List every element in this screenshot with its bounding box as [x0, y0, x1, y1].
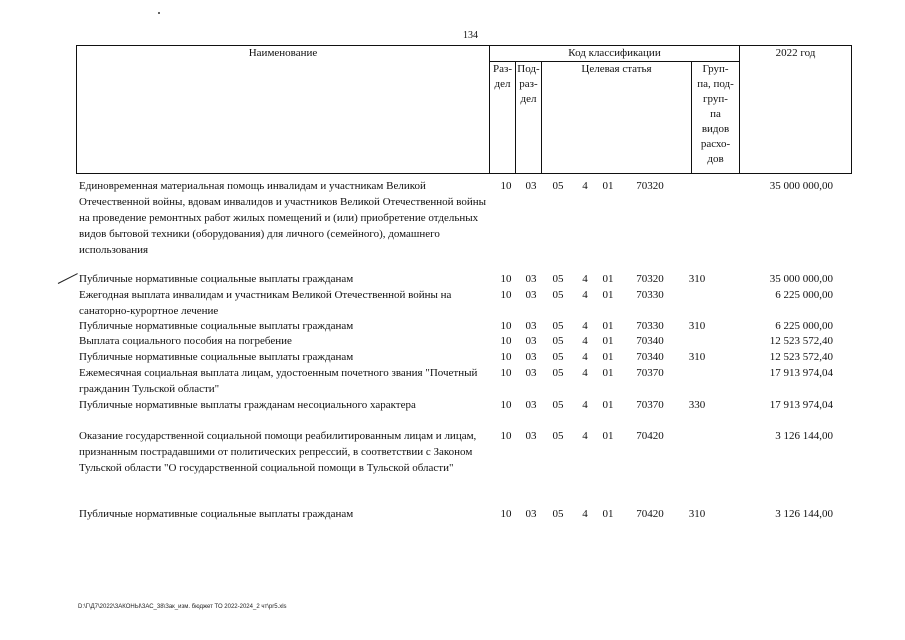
header-code: Код классификации [490, 46, 740, 62]
header-group: Груп- па, под- груп- па видов расхо- дов [692, 62, 740, 174]
header-year: 2022 год [740, 46, 852, 174]
table-header [76, 45, 852, 174]
file-path-footer: D:\Г\Д7\2022\ЗАКОНЫ\ЗАС_38\Зак_изм. бюджет ТО 2022-2024_2 чт\pr5.xls [78, 604, 287, 610]
header-razdel: Раз- дел [490, 62, 516, 174]
header-target: Целевая статья [542, 62, 692, 174]
page-number: 134 [463, 30, 478, 41]
header-name: Наименование [77, 46, 490, 174]
scan-dot [158, 12, 160, 14]
header-podrazdel: Под- раз- дел [516, 62, 542, 174]
hand-mark [58, 273, 78, 284]
